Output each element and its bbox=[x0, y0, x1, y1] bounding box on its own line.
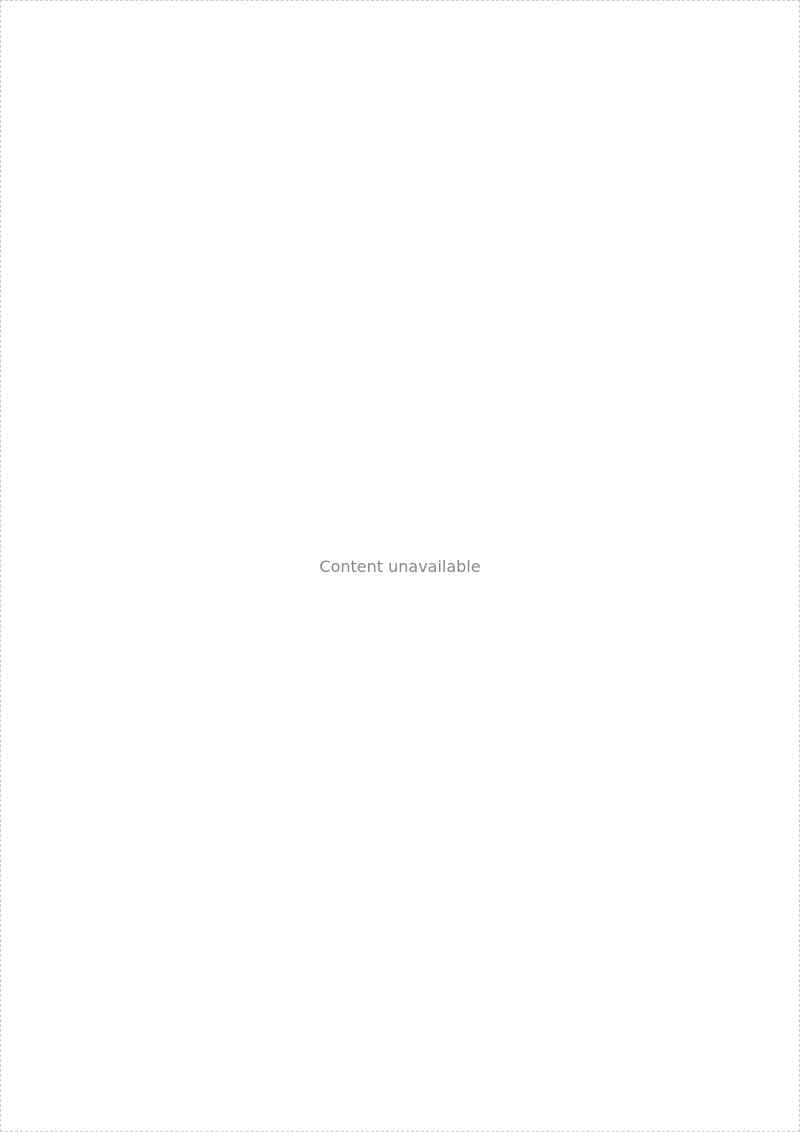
placeholder-message: Content unavailable bbox=[319, 556, 481, 576]
